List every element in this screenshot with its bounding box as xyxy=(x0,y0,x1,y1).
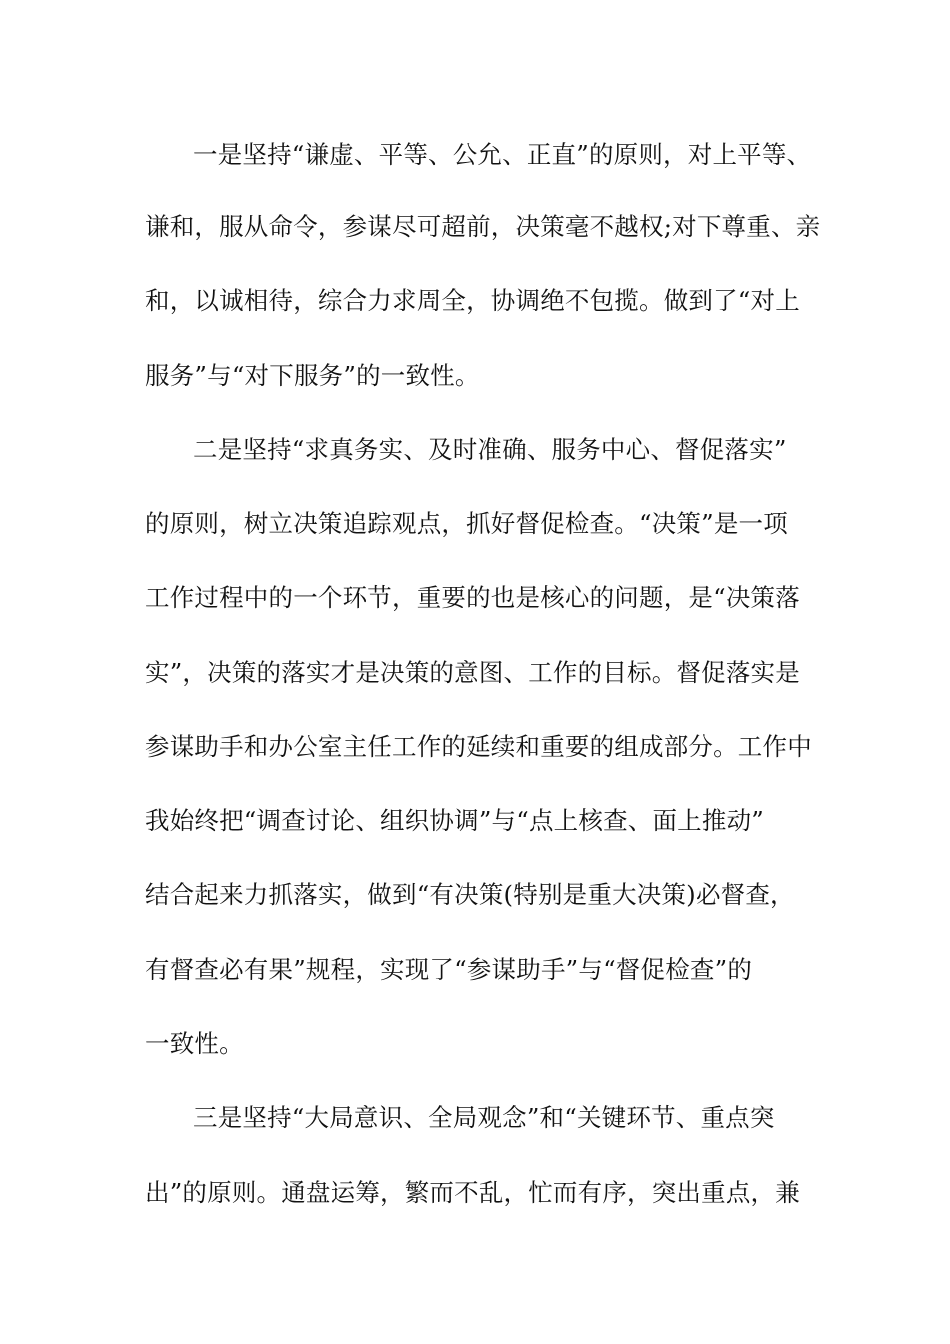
paragraph-3-line-2: 出”的原则。通盘运筹，繁而不乱，忙而有序，突出重点，兼 xyxy=(145,1178,800,1207)
paragraph-2-line-1: 二是坚持“求真务实、及时准确、服务中心、督促落实” xyxy=(193,435,787,464)
paragraph-2-line-5: 参谋助手和办公室主任工作的延续和重要的组成部分。工作中 xyxy=(145,732,812,761)
paragraph-2-line-4: 实”，决策的落实才是决策的意图、工作的目标。督促落实是 xyxy=(145,658,800,687)
paragraph-3-line-1: 三是坚持“大局意识、全局观念”和“关键环节、重点突 xyxy=(193,1103,775,1132)
paragraph-2-line-8: 有督查必有果”规程，实现了“参谋助手”与“督促检查”的 xyxy=(145,955,753,984)
paragraph-2-line-9: 一致性。 xyxy=(145,1029,244,1058)
paragraph-1-line-2: 谦和，服从命令，参谋尽可超前，决策毫不越权;对下尊重、亲 xyxy=(145,212,821,241)
paragraph-1-line-1: 一是坚持“谦虚、平等、公允、正直”的原则，对上平等、 xyxy=(193,140,812,169)
paragraph-2-line-3: 工作过程中的一个环节，重要的也是核心的问题，是“决策落 xyxy=(145,583,800,612)
paragraph-1-line-4: 服务”与“对下服务”的一致性。 xyxy=(145,361,480,390)
paragraph-2-line-6: 我始终把“调查讨论、组织协调”与“点上核查、面上推动” xyxy=(145,806,764,835)
paragraph-2-line-7: 结合起来力抓落实，做到“有决策(特别是重大决策)必督查， xyxy=(145,880,795,909)
paragraph-1-line-3: 和，以诚相待，综合力求周全，协调绝不包揽。做到了“对上 xyxy=(145,286,800,315)
paragraph-2-line-2: 的原则，树立决策追踪观点，抓好督促检查。“决策”是一项 xyxy=(145,509,788,538)
